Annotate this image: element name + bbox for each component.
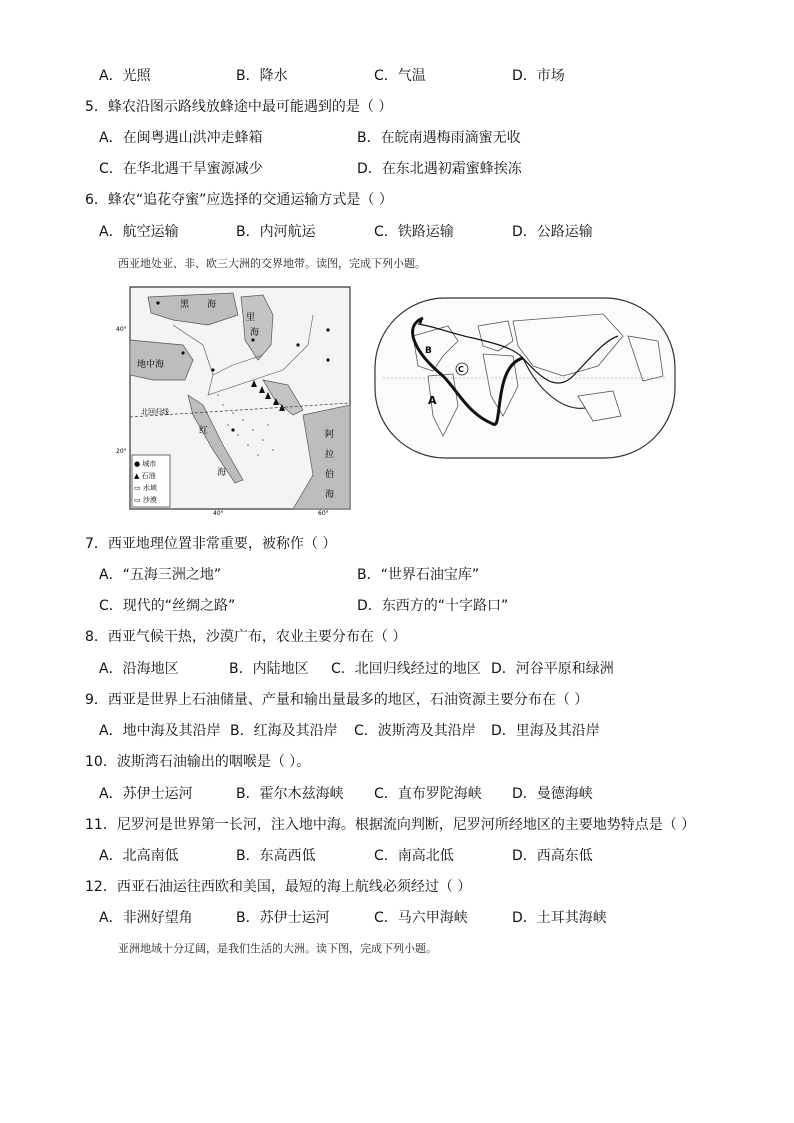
- q5-option-c[interactable]: C．在华北遇干旱蜜源减少: [99, 161, 263, 177]
- q11-option-d[interactable]: D．西高东低: [512, 848, 593, 864]
- label-lat-40: 40°: [116, 326, 127, 333]
- q9-stem: 9．西亚是世界上石油储量、产量和输出量最多的地区，石油资源主要分布在（ ）: [85, 692, 589, 708]
- q7-option-d[interactable]: D．东西方的“十字路口”: [357, 598, 509, 614]
- section-intro-west-asia: 西亚地处亚、非、欧三大洲的交界地带。读图，完成下列小题。: [118, 257, 426, 270]
- label-caspian: 里: [246, 313, 256, 323]
- q4-option-a[interactable]: A．光照: [99, 68, 151, 84]
- q6-stem: 6．蜂农“追花夺蜜”应选择的交通运输方式是（ ）: [85, 192, 393, 208]
- q4-option-b[interactable]: B．降水: [236, 68, 288, 84]
- world-route-map: [373, 296, 677, 460]
- legend-oil: ▲ 石油: [134, 472, 156, 480]
- legend-city: ● 城市: [134, 460, 157, 468]
- label-mediterranean: 地中海: [137, 360, 165, 370]
- label-black-sea-2: 海: [207, 300, 217, 310]
- label-arabian-2: 拉: [325, 450, 335, 460]
- q8-option-b[interactable]: B．内陆地区: [229, 661, 309, 677]
- q11-option-b[interactable]: B．东高西低: [236, 848, 316, 864]
- q7-option-b[interactable]: B．“世界石油宝库”: [357, 567, 480, 583]
- label-red-sea-2: 海: [217, 468, 227, 478]
- route-label-a: A: [428, 394, 437, 407]
- q10-option-a[interactable]: A．苏伊士运河: [99, 786, 193, 802]
- label-arabian-4: 海: [325, 490, 335, 500]
- q10-stem: 10．波斯湾石油输出的咽喉是（ ）。: [85, 754, 311, 770]
- q8-option-a[interactable]: A．沿海地区: [99, 661, 179, 677]
- q5-option-a[interactable]: A．在闽粤遇山洪冲走蜂箱: [99, 130, 263, 146]
- q5-option-b[interactable]: B．在皖南遇梅雨滴蜜无收: [357, 130, 521, 146]
- q7-option-c[interactable]: C．现代的“丝绸之路”: [99, 598, 236, 614]
- q12-stem: 12．西亚石油运往西欧和美国，最短的海上航线必须经过（ ）: [85, 879, 472, 895]
- legend-water: ▭ 水域: [134, 484, 157, 492]
- q10-option-b[interactable]: B．霍尔木兹海峡: [236, 786, 344, 802]
- q12-option-a[interactable]: A．非洲好望角: [99, 910, 193, 926]
- legend-desert: ▭ 沙漠: [134, 496, 157, 504]
- q11-option-c[interactable]: C．南高北低: [374, 848, 454, 864]
- q6-option-a[interactable]: A．航空运输: [99, 224, 179, 240]
- q9-option-d[interactable]: D．里海及其沿岸: [491, 723, 600, 739]
- q11-stem: 11．尼罗河是世界第一长河，注入地中海。根据流向判断，尼罗河所经地区的主要地势特点是（ ）: [85, 817, 696, 833]
- route-label-c: C: [458, 365, 464, 374]
- q5-option-d[interactable]: D．在东北遇初霜蜜蜂挨冻: [357, 161, 522, 177]
- q10-option-d[interactable]: D．曼德海峡: [512, 786, 593, 802]
- q4-option-d[interactable]: D．市场: [512, 68, 565, 84]
- q7-stem: 7．西亚地理位置非常重要，被称作（ ）: [85, 536, 337, 552]
- q6-option-c[interactable]: C．铁路运输: [374, 224, 454, 240]
- q9-option-b[interactable]: B．红海及其沿岸: [230, 723, 338, 739]
- label-lon-60: 60°: [318, 510, 329, 515]
- q7-option-a[interactable]: A．“五海三洲之地”: [99, 567, 222, 583]
- label-tropic: 北回归线: [141, 408, 169, 416]
- section-intro-asia: 亚洲地域十分辽阔，是我们生活的大洲。读下图，完成下列小题。: [118, 942, 437, 955]
- label-arabian-1: 阿: [325, 430, 335, 440]
- q9-option-a[interactable]: A．地中海及其沿岸: [99, 723, 221, 739]
- west-asia-map: [113, 285, 353, 515]
- label-caspian-2: 海: [250, 328, 260, 338]
- label-arabian-3: 伯: [325, 470, 335, 480]
- q8-stem: 8．西亚气候干热，沙漠广布，农业主要分布在（ ）: [85, 629, 407, 645]
- q12-option-b[interactable]: B．苏伊士运河: [236, 910, 330, 926]
- q10-option-c[interactable]: C．直布罗陀海峡: [374, 786, 482, 802]
- q6-option-b[interactable]: B．内河航运: [236, 224, 316, 240]
- route-label-b: B: [425, 346, 432, 356]
- q12-option-d[interactable]: D．土耳其海峡: [512, 910, 607, 926]
- q11-option-a[interactable]: A．北高南低: [99, 848, 179, 864]
- label-red-sea: 红: [199, 426, 209, 436]
- label-lat-20: 20°: [116, 448, 127, 455]
- q5-stem: 5．蜂农沿图示路线放蜂途中最可能遇到的是（ ）: [85, 99, 393, 115]
- label-black-sea: 黑: [180, 300, 190, 310]
- q8-option-d[interactable]: D．河谷平原和绿洲: [491, 661, 614, 677]
- q8-option-c[interactable]: C．北回归线经过的地区: [331, 661, 481, 677]
- label-lon-40: 40°: [213, 510, 224, 515]
- q9-option-c[interactable]: C．波斯湾及其沿岸: [354, 723, 476, 739]
- q12-option-c[interactable]: C．马六甲海峡: [374, 910, 468, 926]
- q6-option-d[interactable]: D．公路运输: [512, 224, 593, 240]
- q4-option-c[interactable]: C．气温: [374, 68, 426, 84]
